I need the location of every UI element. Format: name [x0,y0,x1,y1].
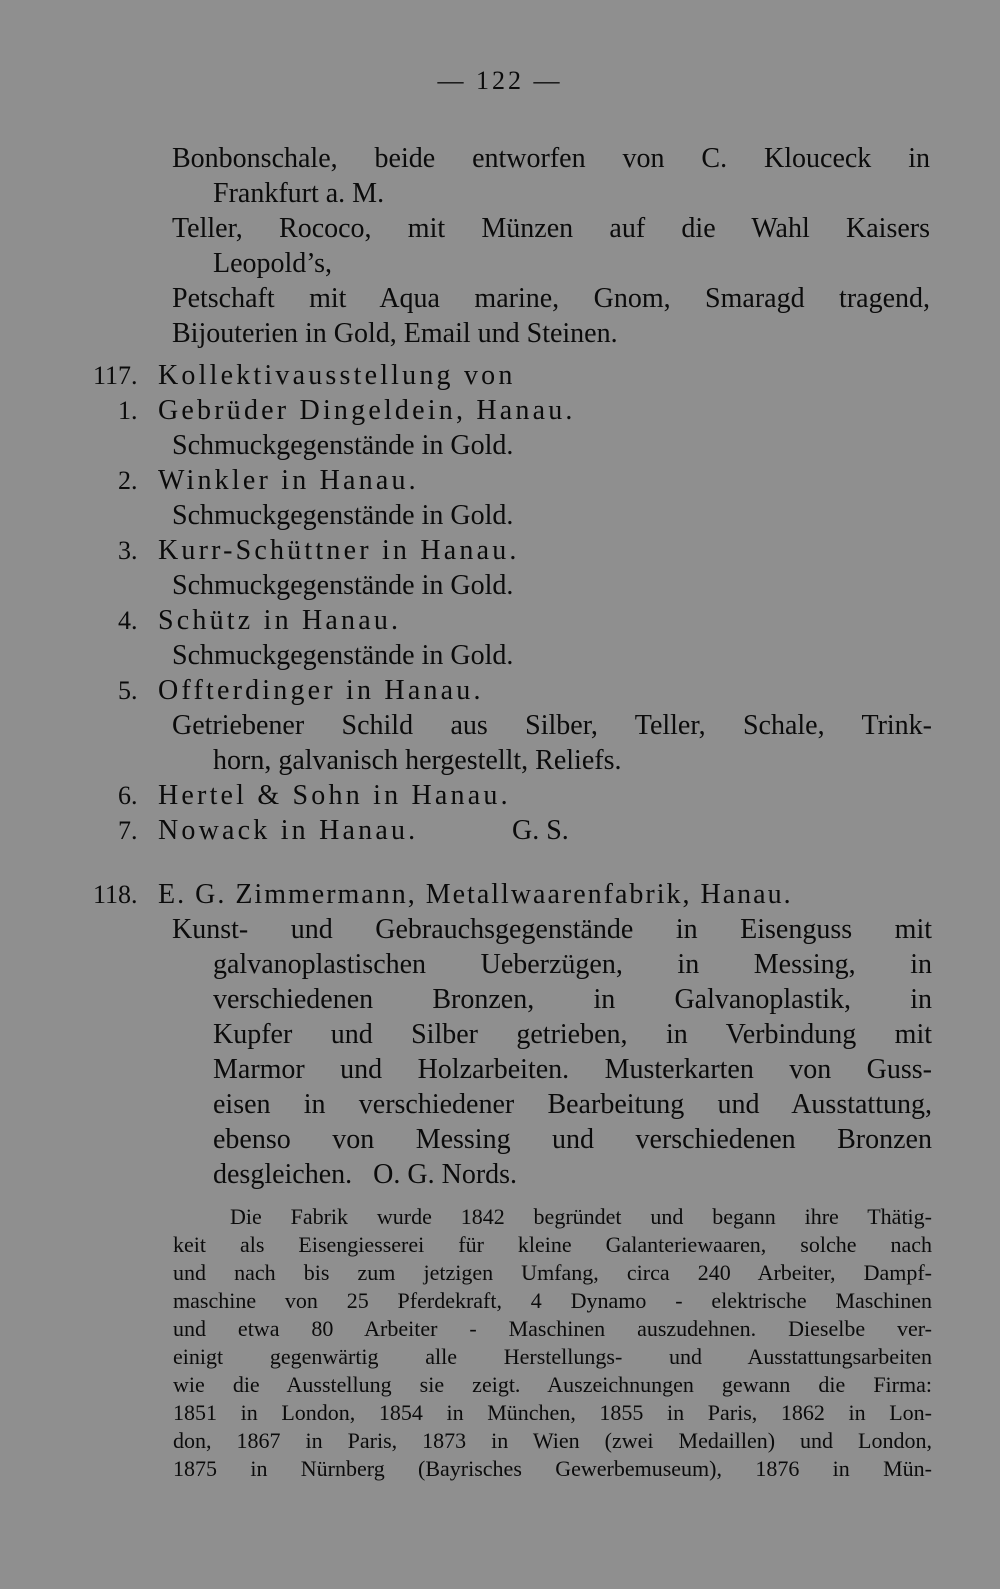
item-number: 1. [118,396,138,425]
note-line: und nach bis zum jetzigen Umfang, circa 240 Arbeiter, Dampf- [173,1260,932,1285]
item-name: Kurr-Schüttner in Hanau. [158,535,520,566]
item-number: 5. [118,676,138,705]
item-name: Hertel & Sohn in Hanau. [158,780,511,811]
note-line: wie die Ausstellung sie zeigt. Auszeichnungen gewann die Firma: [173,1372,932,1397]
item-description: horn, galvanisch hergestellt, Reliefs. [213,745,622,776]
item-name: Nowack in Hanau. [158,815,419,846]
entry-body-line: eisen in verschiedener Bearbeitung und Ausstattung, [213,1089,932,1120]
entry-body-line: Kupfer und Silber getrieben, in Verbindung mit [213,1019,932,1050]
item-description: Schmuckgegenstände in Gold. [172,640,514,671]
entry-title: E. G. Zimmermann, Metallwaarenfabrik, Hanau. [158,879,793,910]
item-number: 6. [118,781,138,810]
intro-line: Bijouterien in Gold, Email und Steinen. [172,318,618,349]
note-line: einigt gegenwärtig alle Herstellungs- und Ausstattungsarbeiten [173,1344,932,1369]
item-number: 7. [118,816,138,845]
entry-body-line: galvanoplastischen Ueberzügen, in Messing, in [213,949,932,980]
entry-body-line: verschiedenen Bronzen, in Galvanoplastik, in [213,984,932,1015]
entry-title: Kollektivausstellung von [158,360,516,391]
intro-line: Teller, Rococo, mit Münzen auf die Wahl Kaisers [172,213,930,244]
item-initials: G. S. [512,815,569,846]
note-line: 1875 in Nürnberg (Bayrisches Gewerbemuseum), 1876 in Mün- [173,1456,932,1481]
note-line: keit als Eisengiesserei für kleine Galanteriewaaren, solche nach [173,1232,932,1257]
note-line: Die Fabrik wurde 1842 begründet und begann ihre Thätig- [230,1204,932,1229]
entry-body-line: desgleichen. O. G. Nords. [213,1159,518,1190]
item-number: 3. [118,536,138,565]
item-description: Schmuckgegenstände in Gold. [172,570,514,601]
item-name: Winkler in Hanau. [158,465,419,496]
item-description: Schmuckgegenstände in Gold. [172,430,514,461]
entry-body-line: Kunst- und Gebrauchsgegenstände in Eisenguss mit [172,914,932,945]
entry-body-line: ebenso von Messing und verschiedenen Bronzen [213,1124,932,1155]
item-name: Schütz in Hanau. [158,605,402,636]
entry-body-line: Marmor und Holzarbeiten. Musterkarten von Guss- [213,1054,932,1085]
intro-line: Petschaft mit Aqua marine, Gnom, Smaragd tragend, [172,283,930,314]
item-number: 2. [118,466,138,495]
entry-number: 118. [93,880,138,909]
note-line: 1851 in London, 1854 in München, 1855 in Paris, 1862 in Lon- [173,1400,932,1425]
page-number: — 122 — [437,66,563,95]
entry-number: 117. [93,361,138,390]
intro-line: Frankfurt a. M. [213,178,385,209]
note-line: maschine von 25 Pferdekraft, 4 Dynamo - elektrische Maschinen [173,1288,932,1313]
item-description: Getriebener Schild aus Silber, Teller, Schale, Trink- [172,710,932,741]
item-name: Offterdinger in Hanau. [158,675,484,706]
item-description: Schmuckgegenstände in Gold. [172,500,514,531]
note-line: und etwa 80 Arbeiter - Maschinen auszudehnen. Dieselbe ver- [173,1316,932,1341]
item-number: 4. [118,606,138,635]
note-line: don, 1867 in Paris, 1873 in Wien (zwei Medaillen) und London, [173,1428,932,1453]
item-name: Gebrüder Dingeldein, Hanau. [158,395,576,426]
intro-line: Bonbonschale, beide entworfen von C. Klouceck in [172,143,930,174]
intro-line: Leopold’s, [213,248,332,279]
